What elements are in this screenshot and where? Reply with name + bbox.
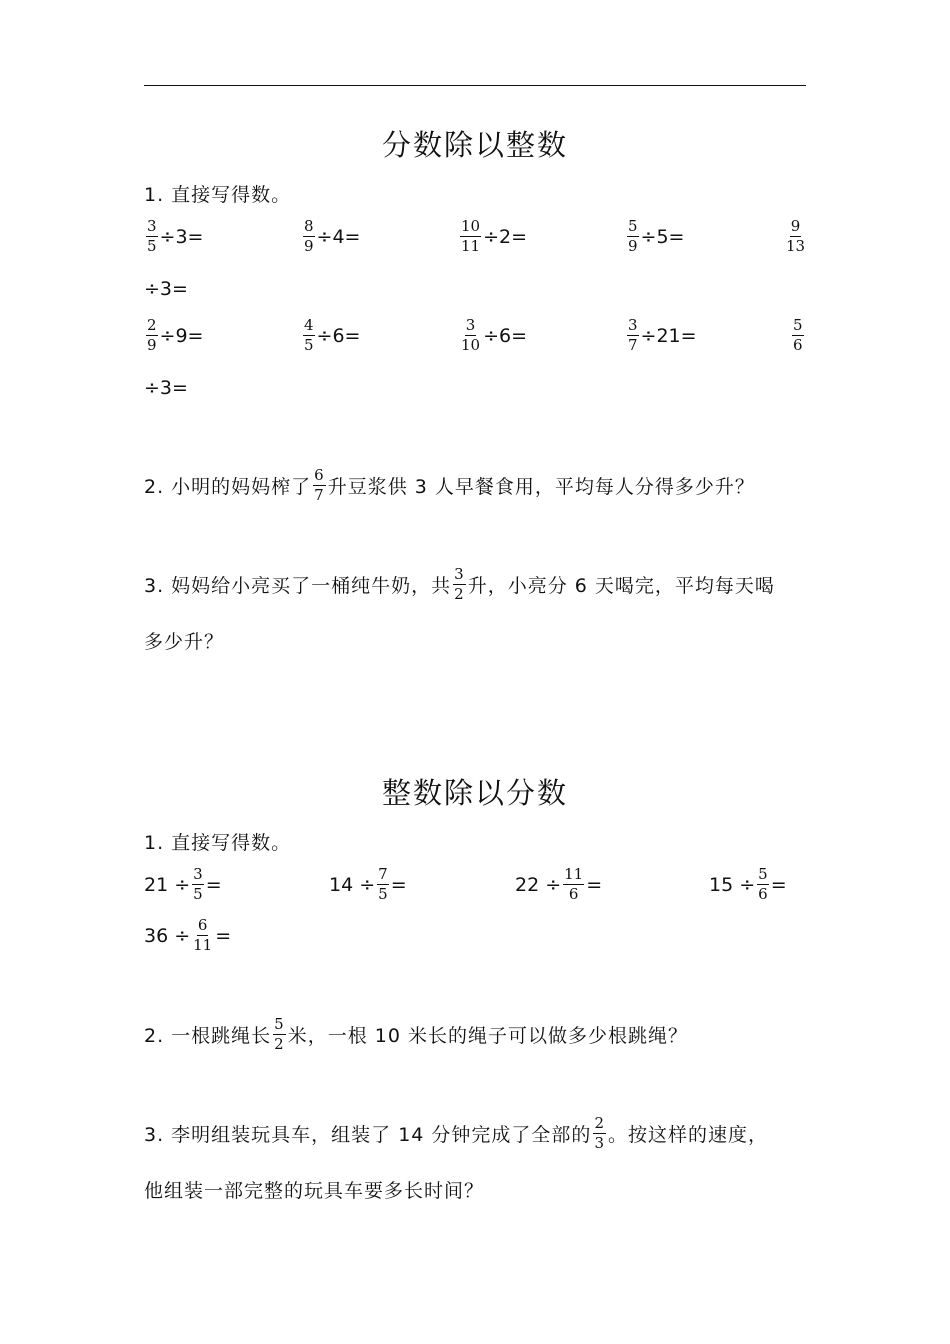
p2-q3-text-line2: 他组装一部完整的玩具车要多长时间？ (144, 1180, 485, 1202)
p1-calc-item (144, 218, 203, 255)
p1-q3-text-line2: 多少升？ (144, 631, 225, 653)
fraction: $\frac{8}{9}$ (304, 217, 314, 255)
operation: ÷4= (316, 225, 361, 248)
p1-calc-item-wrapped-op: ÷3= (144, 278, 188, 300)
p1-calc-item (301, 218, 360, 255)
p1-q1-heading: 1. 直接写得数。 (144, 184, 292, 206)
p2-calc-item: 36 ÷ $\frac{6}{11}$ = (144, 916, 232, 954)
p1-q2-text: 2. 小明的妈妈榨了 $\frac{6}{7}$ 升豆浆供 3 人早餐食用，平均每人分得多少升？ (144, 466, 755, 504)
p1-calc-item (625, 317, 697, 354)
p2-calc-item: 14 ÷ $\frac{7}{5}$ = (329, 865, 407, 903)
fraction: $\frac{9}{13}$ (786, 217, 806, 255)
p2-calc-item: 22 ÷ $\frac{11}{6}$ = (515, 865, 603, 903)
fraction: $\frac{5}{6}$ (758, 865, 768, 903)
operation: ÷6= (483, 324, 528, 347)
fraction: $\frac{2}{3}$ (594, 1114, 605, 1152)
operation: ÷9= (159, 324, 204, 347)
p1-calc-item (301, 317, 360, 354)
p1-calc-item (458, 317, 527, 354)
p2-calc-item: 15 ÷ $\frac{5}{6}$ = (709, 865, 787, 903)
fraction: $\frac{5}{2}$ (274, 1015, 285, 1053)
header-rule (144, 85, 806, 86)
fraction: $\frac{11}{6}$ (564, 865, 584, 903)
p2-q3-text: 3. 李明组装玩具车，组装了 14 分钟完成了全部的 $\frac{2}{3}$ 。按这样的速度， (144, 1114, 768, 1152)
p2-q2-text: 2. 一根跳绳长 $\frac{5}{2}$ 米，一根 10 米长的绳子可以做多少根跳绳？ (144, 1015, 688, 1053)
operation: ÷3= (159, 225, 204, 248)
p1-calc-item (625, 218, 684, 255)
fraction: $\frac{3}{5}$ (193, 865, 203, 903)
fraction: $\frac{6}{11}$ (193, 916, 213, 954)
fraction: $\frac{3}{5}$ (147, 217, 157, 255)
fraction: $\frac{5}{9}$ (628, 217, 638, 255)
section-title-fraction-div-integer: 分数除以整数 (381, 128, 568, 162)
operation: ÷6= (316, 324, 361, 347)
fraction: $\frac{3}{7}$ (628, 316, 638, 354)
fraction: $\frac{7}{5}$ (378, 865, 388, 903)
p1-calc-item (458, 218, 527, 255)
p1-calc-item-wrapped-op: ÷3= (144, 377, 188, 399)
p1-calc-item (144, 317, 203, 354)
p1-calc-item-fraction (783, 218, 808, 255)
fraction: $\frac{10}{11}$ (461, 217, 481, 255)
fraction: $\frac{2}{9}$ (147, 316, 157, 354)
p1-q3-text: 3. 妈妈给小亮买了一桶纯牛奶，共 $\frac{3}{2}$ 升，小亮分 6 天喝完，平均每天喝 (144, 565, 775, 603)
fraction: $\frac{5}{6}$ (793, 316, 803, 354)
operation: ÷5= (640, 225, 685, 248)
p2-calc-item: 21 ÷ $\frac{3}{5}$ = (144, 865, 222, 903)
operation: ÷2= (483, 225, 528, 248)
fraction: $\frac{4}{5}$ (304, 316, 314, 354)
section-title-integer-div-fraction: 整数除以分数 (381, 776, 568, 810)
fraction: $\frac{3}{10}$ (461, 316, 481, 354)
fraction: $\frac{6}{7}$ (314, 466, 325, 504)
p1-calc-item-fraction (790, 317, 806, 354)
p2-q1-heading: 1. 直接写得数。 (144, 832, 292, 854)
operation: ÷21= (640, 324, 697, 347)
fraction: $\frac{3}{2}$ (454, 565, 465, 603)
